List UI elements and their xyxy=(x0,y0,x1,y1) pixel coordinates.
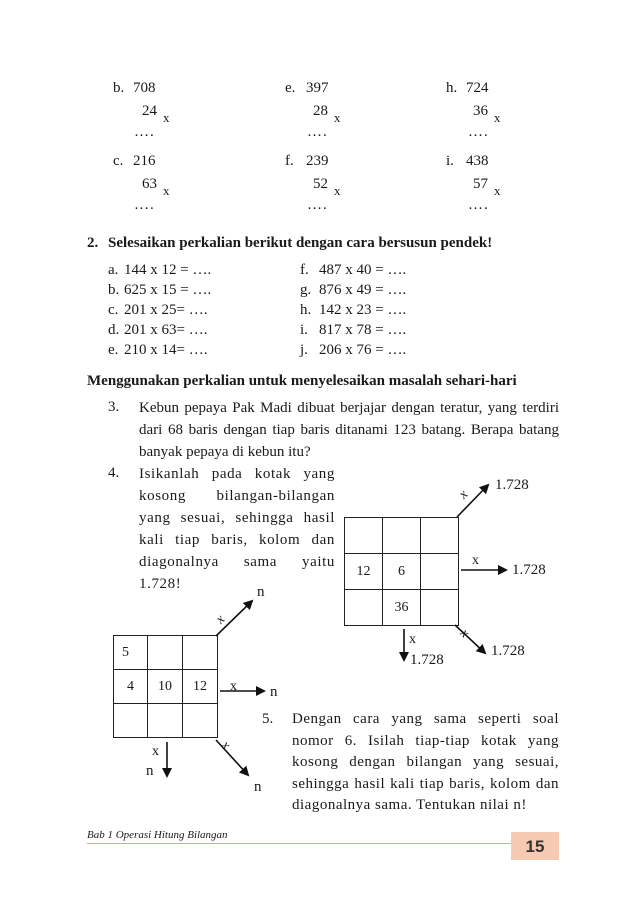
diagonal-result: n xyxy=(254,779,262,795)
result-blank: …. xyxy=(307,197,328,213)
column-result: 1.728 xyxy=(410,652,444,668)
multiplier: 24 xyxy=(142,103,157,119)
column-x-label: x xyxy=(152,744,159,759)
q2-label: h. xyxy=(300,302,312,318)
diagonal-result: 1.728 xyxy=(495,477,529,493)
times-sign: x xyxy=(334,110,341,125)
question-5-number: 5. xyxy=(262,711,274,727)
question-3-text: Kebun pepaya Pak Madi dibuat berjajar dengan teratur, yang terdiri dari 68 baris dengan tiap baris ditanami 123 batang. Berapa batang banyak pepaya di kebun itu? xyxy=(139,400,559,460)
q2-expr: 201 x 63= …. xyxy=(124,322,208,338)
q2-label: i. xyxy=(300,322,308,338)
grid-cell[interactable]: 4 xyxy=(114,670,148,704)
question-4-number: 4. xyxy=(108,465,120,481)
q2-expr: 487 x 40 = …. xyxy=(319,262,407,278)
times-sign: x xyxy=(494,110,501,125)
q2-label: e. xyxy=(108,342,119,358)
multiplier: 63 xyxy=(142,176,157,192)
diagonal-x-label: x xyxy=(456,487,472,503)
grid-cell[interactable]: 5 xyxy=(114,636,148,670)
times-sign: x xyxy=(163,110,170,125)
q2-expr: 201 x 25= …. xyxy=(124,302,208,318)
item-label: f. xyxy=(285,153,294,169)
question-2-title: Selesaikan perkalian berikut dengan cara bersusun pendek! xyxy=(108,235,493,251)
q2-expr: 210 x 14= …. xyxy=(124,342,208,358)
multiplicand: 708 xyxy=(133,80,156,96)
diagonal-x-label: x xyxy=(456,626,472,642)
q2-expr: 625 x 15 = …. xyxy=(124,282,212,298)
result-blank: …. xyxy=(134,197,155,213)
q2-label: f. xyxy=(300,262,309,278)
result-blank: …. xyxy=(468,124,489,140)
multiplier: 52 xyxy=(313,176,328,192)
times-sign: x xyxy=(334,183,341,198)
diagonal-x-label: x xyxy=(217,738,233,754)
item-label: i. xyxy=(446,153,454,169)
section-heading: Menggunakan perkalian untuk menyelesaikan masalah sehari-hari xyxy=(87,373,517,389)
page-number: 15 xyxy=(511,832,559,860)
multiplier: 28 xyxy=(313,103,328,119)
times-sign: x xyxy=(494,183,501,198)
multiplicand: 216 xyxy=(133,153,156,169)
result-blank: …. xyxy=(307,124,328,140)
row-x-label: x xyxy=(230,679,237,694)
item-label: h. xyxy=(446,80,458,96)
grid-cell[interactable]: 36 xyxy=(383,590,421,626)
q2-label: b. xyxy=(108,282,120,298)
q2-label: c. xyxy=(108,302,119,318)
q2-expr: 142 x 23 = …. xyxy=(319,302,407,318)
question-4-text: Isikanlah pada kotak yang kosong bilangan-bilangan yang sesuai, sehingga hasil kali tiap baris, kolom dan diagonalnya sama yaitu 1.728! xyxy=(139,466,335,592)
q2-label: j. xyxy=(300,342,308,358)
item-label: b. xyxy=(113,80,125,96)
multiplicand: 724 xyxy=(466,80,489,96)
q2-label: d. xyxy=(108,322,120,338)
diagonal-result: n xyxy=(257,584,265,600)
row-result: 1.728 xyxy=(512,562,546,578)
grid-cell[interactable]: 12 xyxy=(345,554,383,590)
diagonal-result: 1.728 xyxy=(491,643,525,659)
multiplicand: 397 xyxy=(306,80,329,96)
row-x-label: x xyxy=(472,553,479,568)
q2-expr: 144 x 12 = …. xyxy=(124,262,212,278)
question-3-number: 3. xyxy=(108,399,120,415)
q2-expr: 206 x 76 = …. xyxy=(319,342,407,358)
q2-label: a. xyxy=(108,262,119,278)
multiplier: 57 xyxy=(473,176,488,192)
diagonal-x-label: x xyxy=(213,612,229,628)
q2-expr: 876 x 49 = …. xyxy=(319,282,407,298)
row-result: n xyxy=(270,684,278,700)
column-x-label: x xyxy=(409,632,416,647)
q2-label: g. xyxy=(300,282,312,298)
q2-expr: 817 x 78 = …. xyxy=(319,322,407,338)
grid-cell[interactable]: 10 xyxy=(148,670,183,704)
result-blank: …. xyxy=(134,124,155,140)
question-5-text: Dengan cara yang sama seperti soal nomor 6. Isilah tiap-tiap kotak yang kosong dengan bilangan yang sesuai, sehingga hasil kali tiap baris, kolom dan diagonalnya sama. Tentukan nilai n! xyxy=(292,711,559,813)
question-2-number: 2. xyxy=(87,235,99,251)
item-label: c. xyxy=(113,153,124,169)
grid-cell[interactable]: 6 xyxy=(383,554,421,590)
footer-chapter: Bab 1 Operasi Hitung Bilangan xyxy=(87,829,228,841)
result-blank: …. xyxy=(468,197,489,213)
grid-cell[interactable]: 12 xyxy=(183,670,218,704)
item-label: e. xyxy=(285,80,296,96)
footer-divider xyxy=(87,843,517,844)
times-sign: x xyxy=(163,183,170,198)
multiplier: 36 xyxy=(473,103,488,119)
multiplicand: 239 xyxy=(306,153,329,169)
column-result: n xyxy=(146,763,154,779)
multiplicand: 438 xyxy=(466,153,489,169)
